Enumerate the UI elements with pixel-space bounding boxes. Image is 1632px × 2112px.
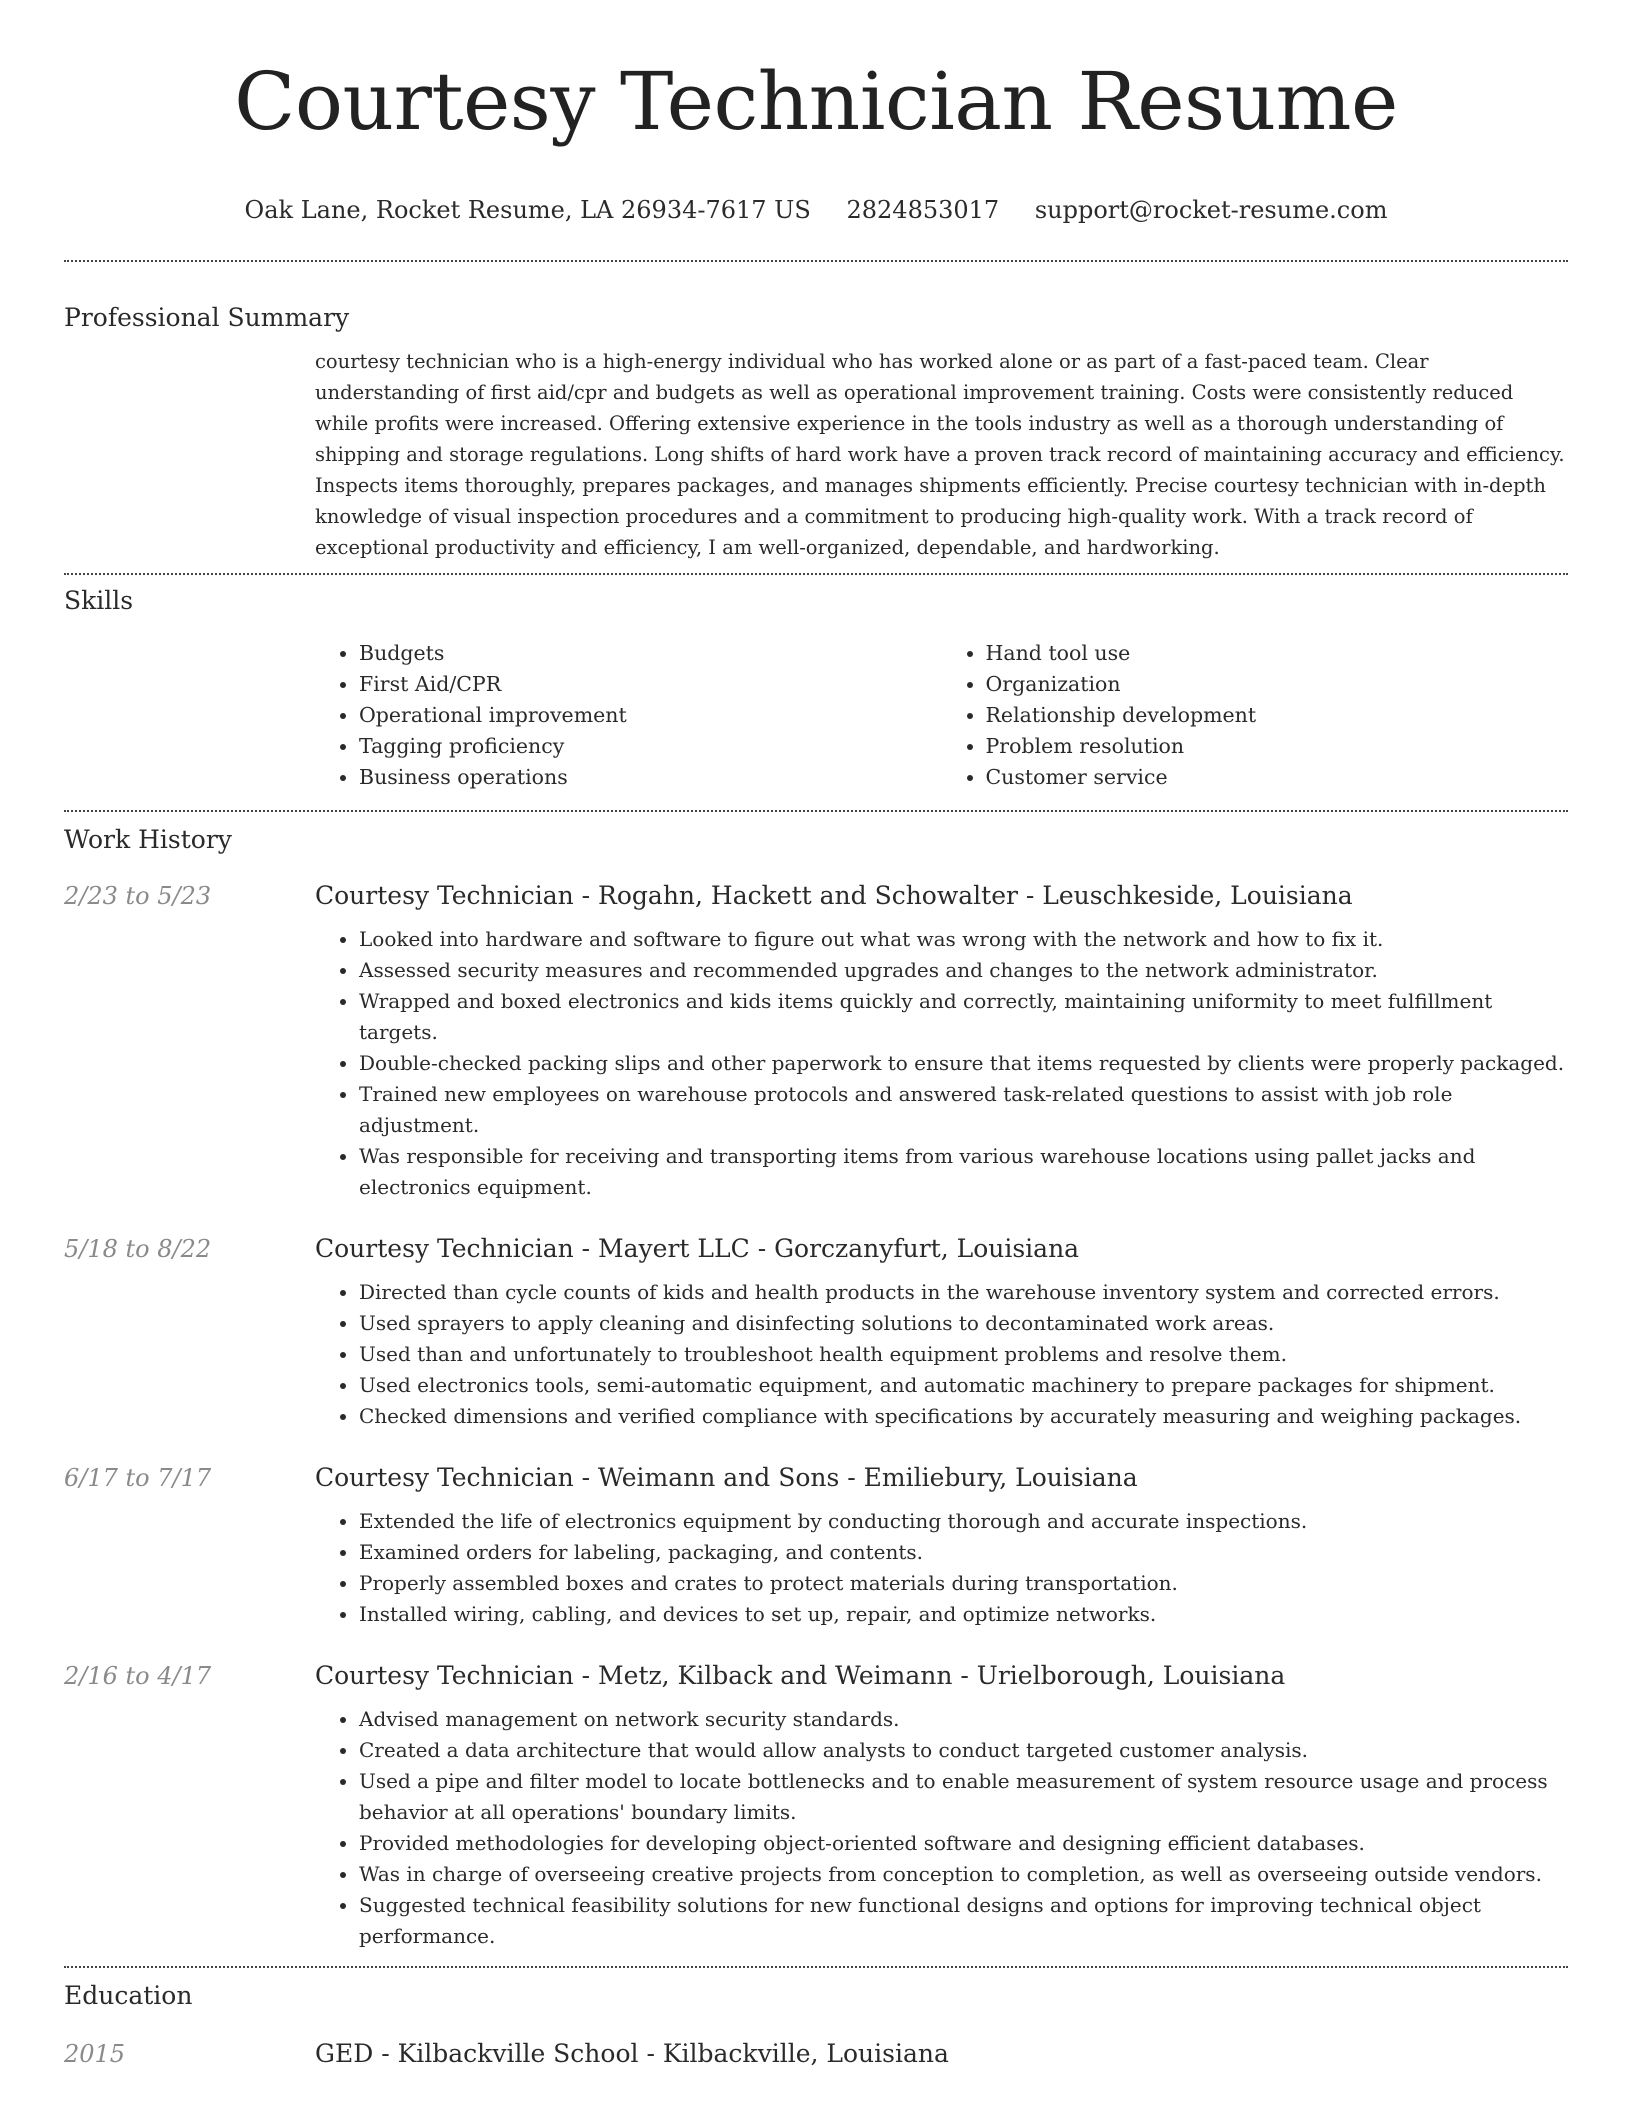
job-bullet: • Used a pipe and filter model to locate bottlenecks and to enable measurement of system resource usage and process behavior at all operations' boundary limits.	[359, 1766, 1568, 1828]
skill-item: • Business operations	[359, 762, 942, 793]
job-bullet: • Used electronics tools, semi-automatic equipment, and automatic machinery to prepare packages for shipment.	[359, 1370, 1568, 1401]
contact-email: support@rocket-resume.com	[1034, 196, 1388, 224]
job-date: 5/18 to 8/22	[64, 1235, 212, 1263]
job-bullet: • Was in charge of overseeing creative projects from conception to completion, as well as overseeing outside vendors.	[359, 1859, 1568, 1890]
job-bullet: • Was responsible for receiving and transporting items from various warehouse locations using pallet jacks and electronics equipment.	[359, 1141, 1568, 1203]
divider	[64, 810, 1568, 812]
skill-item: • Organization	[986, 669, 1569, 700]
summary-text: courtesy technician who is a high-energy individual who has worked alone or as part of a fast-paced team. Clear understanding of first aid/cpr and budgets as well as operational improvement training. Costs were consistently reduced while profits were increased. Offering extensive experience in the tools industry as well as a thorough understanding of shipping and storage regulations. Long shifts of hard work have a proven track record of maintaining accuracy and efficiency. Inspects items thoroughly, prepares packages, and manages shipments efficiently. Precise courtesy technician with in-depth knowledge of visual inspection procedures and a commitment to producing high-quality work. With a track record of exceptional productivity and efficiency, I am well-organized, dependable, and hardworking.	[315, 350, 1565, 559]
job-entry	[64, 1233, 1568, 1432]
job-bullet: • Examined orders for labeling, packaging, and contents.	[359, 1537, 1568, 1568]
resume-title: Courtesy Technician Resume	[234, 55, 1398, 148]
divider	[64, 1966, 1568, 1968]
divider	[64, 260, 1568, 262]
job-bullets	[315, 1277, 1568, 1432]
section-title-skills: Skills	[64, 586, 134, 615]
job-bullet: • Created a data architecture that would allow analysts to conduct targeted customer analysis.	[359, 1735, 1568, 1766]
contact-address: Oak Lane, Rocket Resume, LA 26934-7617 US	[244, 196, 811, 224]
job-bullet: • Provided methodologies for developing object-oriented software and designing efficient databases.	[359, 1828, 1568, 1859]
skill-item: • First Aid/CPR	[359, 669, 942, 700]
job-bullet: • Extended the life of electronics equipment by conducting thorough and accurate inspections.	[359, 1506, 1568, 1537]
education-title: GED - Kilbackville School - Kilbackville, Louisiana	[315, 2039, 949, 2068]
job-title: Courtesy Technician - Metz, Kilback and Weimann - Urielborough, Louisiana	[315, 1661, 1286, 1690]
job-bullets	[315, 1704, 1568, 1952]
job-date: 2/16 to 4/17	[64, 1662, 212, 1690]
education-date: 2015	[64, 2040, 126, 2068]
work-section	[64, 824, 1568, 1952]
job-date: 6/17 to 7/17	[64, 1464, 212, 1492]
education-entry	[64, 2038, 1568, 2070]
skill-item: • Customer service	[986, 762, 1569, 793]
job-entry	[64, 1462, 1568, 1630]
skills-column-left	[315, 638, 942, 793]
skills-grid	[315, 638, 1568, 793]
skill-item: • Budgets	[359, 638, 942, 669]
job-entry	[64, 880, 1568, 1203]
job-bullet: • Advised management on network security standards.	[359, 1704, 1568, 1735]
skill-item: • Relationship development	[986, 700, 1569, 731]
job-bullet: • Properly assembled boxes and crates to protect materials during transportation.	[359, 1568, 1568, 1599]
job-entry	[64, 1660, 1568, 1952]
section-title-work: Work History	[64, 825, 232, 854]
job-date: 2/23 to 5/23	[64, 882, 212, 910]
skill-item: • Tagging proficiency	[359, 731, 942, 762]
job-bullet: • Directed than cycle counts of kids and health products in the warehouse inventory system and corrected errors.	[359, 1277, 1568, 1308]
job-bullet: • Assessed security measures and recommended upgrades and changes to the network administrator.	[359, 955, 1568, 986]
summary-section	[64, 302, 1568, 563]
job-bullet: • Used than and unfortunately to troubleshoot health equipment problems and resolve them.	[359, 1339, 1568, 1370]
job-bullet: • Checked dimensions and verified compliance with specifications by accurately measuring and weighing packages.	[359, 1401, 1568, 1432]
job-bullet: • Used sprayers to apply cleaning and disinfecting solutions to decontaminated work areas.	[359, 1308, 1568, 1339]
divider	[64, 573, 1568, 575]
skill-item: • Problem resolution	[986, 731, 1569, 762]
skill-item: • Hand tool use	[986, 638, 1569, 669]
job-bullets	[315, 1506, 1568, 1630]
job-title: Courtesy Technician - Rogahn, Hackett and Schowalter - Leuschkeside, Louisiana	[315, 881, 1353, 910]
skills-section	[64, 585, 1568, 793]
section-title-summary: Professional Summary	[64, 303, 350, 332]
skills-column-right	[942, 638, 1569, 793]
job-bullet: • Trained new employees on warehouse protocols and answered task-related questions to assist with job role adjustment.	[359, 1079, 1568, 1141]
job-bullet: • Installed wiring, cabling, and devices to set up, repair, and optimize networks.	[359, 1599, 1568, 1630]
job-bullets	[315, 924, 1568, 1203]
job-bullet: • Double-checked packing slips and other paperwork to ensure that items requested by clients were properly packaged.	[359, 1048, 1568, 1079]
education-section	[64, 1980, 1568, 2070]
section-title-education: Education	[64, 1981, 193, 2010]
job-title: Courtesy Technician - Mayert LLC - Gorczanyfurt, Louisiana	[315, 1234, 1080, 1263]
job-bullet: • Suggested technical feasibility solutions for new functional designs and options for improving technical object performance.	[359, 1890, 1568, 1952]
contact-line	[64, 194, 1568, 226]
skill-item: • Operational improvement	[359, 700, 942, 731]
job-bullet: • Looked into hardware and software to figure out what was wrong with the network and how to fix it.	[359, 924, 1568, 955]
resume-page	[64, 0, 1568, 2070]
contact-phone: 2824853017	[846, 196, 1000, 224]
job-bullet: • Wrapped and boxed electronics and kids items quickly and correctly, maintaining uniformity to meet fulfillment targets.	[359, 986, 1568, 1048]
job-title: Courtesy Technician - Weimann and Sons - Emiliebury, Louisiana	[315, 1463, 1138, 1492]
